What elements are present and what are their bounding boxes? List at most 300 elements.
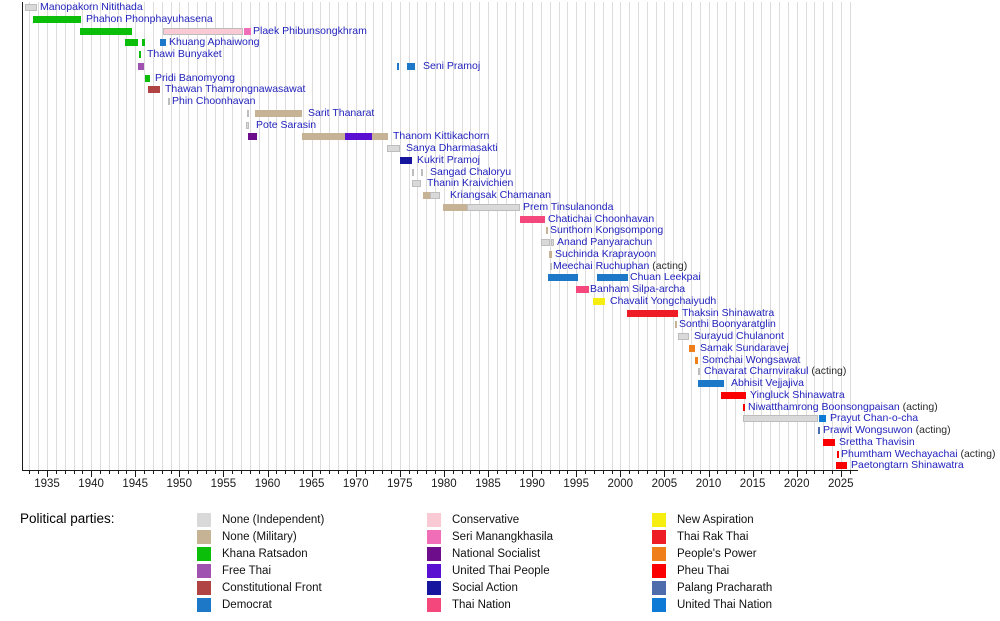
axis-tick bbox=[82, 471, 83, 474]
axis-tick bbox=[356, 471, 357, 477]
axis-tick bbox=[179, 471, 180, 477]
pm-name[interactable]: Somchai Wongsawat bbox=[702, 353, 801, 366]
axis-tick bbox=[241, 471, 242, 474]
axis-tick bbox=[118, 471, 119, 474]
term-bar bbox=[421, 169, 423, 176]
axis-tick-label: 1955 bbox=[210, 478, 237, 490]
axis-tick bbox=[259, 471, 260, 474]
pm-name[interactable]: Yingluck Shinawatra bbox=[750, 388, 845, 401]
axis-tick bbox=[823, 471, 824, 474]
pm-name-label[interactable] bbox=[423, 61, 480, 72]
pm-name[interactable]: Samak Sundaravej bbox=[700, 341, 789, 354]
term-bar bbox=[125, 39, 138, 46]
pm-name[interactable]: Sangad Chaloryu bbox=[430, 165, 512, 178]
axis-tick bbox=[497, 471, 498, 474]
legend-swatch-conservative bbox=[427, 513, 441, 527]
axis-tick bbox=[682, 471, 683, 474]
axis-tick-label: 1995 bbox=[563, 478, 589, 490]
pm-name[interactable]: Thaksin Shinawatra bbox=[682, 306, 775, 319]
year-gridline bbox=[462, 2, 463, 470]
year-gridline bbox=[303, 2, 304, 470]
axis-tick bbox=[29, 471, 30, 474]
term-bar bbox=[597, 274, 628, 281]
pm-name-label[interactable] bbox=[702, 355, 800, 366]
term-bar bbox=[743, 415, 818, 422]
axis-tick bbox=[285, 471, 286, 474]
pm-name-label[interactable] bbox=[427, 178, 513, 189]
year-gridline bbox=[268, 2, 269, 470]
axis-tick bbox=[541, 471, 542, 474]
pm-name-label[interactable] bbox=[555, 249, 656, 260]
legend-label-thai_rak_thai: Thai Rak Thai bbox=[677, 531, 749, 543]
axis-tick bbox=[850, 471, 851, 474]
pm-name-label[interactable] bbox=[256, 120, 316, 131]
pm-name-label[interactable] bbox=[169, 37, 260, 48]
year-gridline bbox=[47, 2, 48, 470]
year-gridline bbox=[700, 2, 701, 470]
legend-swatch-people_power bbox=[652, 547, 666, 561]
pm-name[interactable]: Sanya Dharmasakti bbox=[406, 142, 498, 154]
year-gridline bbox=[735, 2, 736, 470]
pm-name-label[interactable] bbox=[823, 425, 951, 436]
axis-tick bbox=[426, 471, 427, 474]
pm-name[interactable]: Chavarat Charnvirakul bbox=[704, 365, 809, 378]
axis-tick bbox=[585, 471, 586, 474]
axis-tick bbox=[65, 471, 66, 474]
legend-swatch-social_action bbox=[427, 581, 441, 595]
year-gridline bbox=[29, 2, 30, 470]
legend-swatch-united_thai_nation bbox=[652, 598, 666, 612]
axis-tick bbox=[109, 471, 110, 474]
pm-name[interactable]: Phahon Phonphayuhasena bbox=[86, 12, 213, 25]
term-bar bbox=[145, 75, 150, 82]
term-bar bbox=[743, 404, 745, 411]
axis-tick-label: 1990 bbox=[519, 478, 545, 490]
axis-tick-label: 1950 bbox=[166, 478, 193, 490]
pm-name[interactable]: Niwatthamrong Boonsongpaisan bbox=[748, 400, 900, 413]
term-bar bbox=[148, 86, 160, 93]
pm-name[interactable]: Prawit Wongsuwon bbox=[823, 424, 913, 436]
acting-suffix: (acting) bbox=[912, 424, 951, 436]
year-gridline bbox=[426, 2, 427, 470]
axis-tick-label: 2000 bbox=[607, 478, 634, 490]
year-gridline bbox=[276, 2, 277, 470]
y-axis-line bbox=[22, 2, 23, 471]
pm-name[interactable]: Sunthorn Kongsompong bbox=[550, 224, 664, 237]
pm-name[interactable]: Chuan Leekpai bbox=[630, 271, 701, 284]
term-bar bbox=[248, 133, 257, 140]
legend-swatch-thai_rak_thai bbox=[652, 530, 666, 544]
pm-name-label[interactable] bbox=[557, 237, 652, 248]
axis-tick bbox=[523, 471, 524, 474]
pm-name[interactable]: Banham Silpa-archa bbox=[590, 283, 686, 295]
year-gridline bbox=[329, 2, 330, 470]
axis-tick bbox=[329, 471, 330, 474]
legend-label-palang_pracharath: Palang Pracharath bbox=[677, 582, 773, 594]
year-gridline bbox=[100, 2, 101, 470]
axis-tick bbox=[673, 471, 674, 474]
year-gridline bbox=[417, 2, 418, 470]
pm-name[interactable]: Manopakorn Nitithada bbox=[40, 1, 143, 13]
pm-name-label[interactable] bbox=[750, 390, 845, 401]
pm-name[interactable]: Pote Sarasin bbox=[256, 118, 317, 131]
term-bar bbox=[247, 110, 249, 117]
pm-name-label[interactable] bbox=[748, 402, 938, 413]
axis-tick bbox=[347, 471, 348, 474]
pm-name-label[interactable] bbox=[172, 96, 255, 107]
axis-tick-label: 1970 bbox=[342, 478, 369, 490]
pm-name-label[interactable] bbox=[553, 261, 687, 272]
axis-tick bbox=[391, 471, 392, 474]
legend-label-united_thai_nation: United Thai Nation bbox=[677, 599, 773, 611]
legend-label-new_aspiration: New Aspiration bbox=[677, 514, 754, 526]
pm-name[interactable]: Abhisit Vejjajiva bbox=[731, 377, 804, 389]
term-bar bbox=[423, 192, 430, 199]
term-bar bbox=[138, 63, 144, 70]
acting-suffix: (acting) bbox=[957, 447, 996, 460]
term-bar bbox=[142, 39, 145, 46]
axis-tick bbox=[171, 471, 172, 474]
pm-name-label[interactable] bbox=[548, 214, 654, 225]
axis-tick bbox=[338, 471, 339, 474]
year-gridline bbox=[109, 2, 110, 470]
acting-suffix: (acting) bbox=[899, 400, 938, 413]
pm-name[interactable]: Thanom Kittikachorn bbox=[393, 130, 490, 143]
term-bar bbox=[430, 192, 440, 199]
term-bar bbox=[593, 298, 605, 305]
year-gridline bbox=[391, 2, 392, 470]
term-bar bbox=[550, 263, 552, 270]
year-gridline bbox=[126, 2, 127, 470]
axis-tick-label: 1945 bbox=[122, 478, 148, 490]
term-bar bbox=[675, 321, 677, 328]
axis-tick bbox=[232, 471, 233, 474]
term-bar bbox=[302, 133, 345, 140]
axis-tick bbox=[206, 471, 207, 474]
axis-tick bbox=[250, 471, 251, 474]
pm-name[interactable]: Pridi Banomyong bbox=[155, 71, 235, 84]
year-gridline bbox=[726, 2, 727, 470]
legend-title: Political parties: bbox=[20, 511, 115, 526]
year-gridline bbox=[470, 2, 471, 470]
axis-tick bbox=[691, 471, 692, 474]
term-bar bbox=[255, 110, 302, 117]
legend-swatch-new_aspiration bbox=[652, 513, 666, 527]
axis-tick bbox=[664, 471, 665, 477]
axis-tick bbox=[814, 471, 815, 474]
pm-name[interactable]: Sonthi Boonyaratglin bbox=[679, 318, 776, 331]
term-bar bbox=[25, 4, 37, 11]
legend-swatch-pheu_thai bbox=[652, 564, 666, 578]
axis-tick bbox=[629, 471, 630, 474]
term-bar bbox=[443, 204, 467, 211]
axis-tick bbox=[312, 471, 313, 477]
year-gridline bbox=[356, 2, 357, 470]
axis-tick-label: 1985 bbox=[475, 478, 501, 490]
pm-name-label[interactable] bbox=[682, 308, 774, 319]
axis-tick bbox=[603, 471, 604, 474]
axis-tick bbox=[462, 471, 463, 474]
pm-name-label[interactable] bbox=[630, 272, 701, 283]
pm-name-label[interactable] bbox=[694, 331, 784, 342]
axis-tick bbox=[453, 471, 454, 474]
pm-name[interactable]: Suchinda Kraprayoon bbox=[555, 247, 656, 260]
term-bar bbox=[818, 427, 820, 434]
year-gridline bbox=[347, 2, 348, 470]
axis-tick bbox=[488, 471, 489, 477]
pm-name-label[interactable] bbox=[393, 131, 489, 142]
year-gridline bbox=[250, 2, 251, 470]
axis-tick bbox=[470, 471, 471, 474]
term-bar bbox=[163, 28, 243, 35]
year-gridline bbox=[515, 2, 516, 470]
axis-tick bbox=[761, 471, 762, 474]
term-bar bbox=[168, 98, 170, 105]
term-bar bbox=[678, 333, 689, 340]
term-bar bbox=[80, 28, 132, 35]
axis-tick bbox=[770, 471, 771, 474]
term-bar bbox=[244, 28, 251, 35]
axis-tick bbox=[373, 471, 374, 474]
pm-name-label[interactable] bbox=[550, 225, 663, 236]
axis-tick bbox=[744, 471, 745, 474]
axis-tick bbox=[709, 471, 710, 477]
term-bar bbox=[576, 286, 589, 293]
axis-tick bbox=[479, 471, 480, 474]
axis-tick bbox=[506, 471, 507, 474]
axis-tick bbox=[320, 471, 321, 474]
pm-name-label[interactable] bbox=[155, 73, 235, 84]
term-bar bbox=[689, 345, 695, 352]
axis-tick bbox=[365, 471, 366, 474]
pm-name[interactable]: Chatichai Choonhavan bbox=[548, 212, 655, 225]
term-bar bbox=[412, 180, 421, 187]
pm-name[interactable]: Chavalit Yongchaiyudh bbox=[610, 294, 717, 307]
pm-name[interactable]: Phumtham Wechayachai bbox=[841, 447, 958, 460]
term-bar bbox=[345, 133, 372, 140]
axis-tick bbox=[38, 471, 39, 474]
term-bar bbox=[407, 63, 415, 70]
pm-name[interactable]: Seni Pramoj bbox=[423, 59, 481, 72]
pm-name-label[interactable] bbox=[308, 108, 374, 119]
pm-name-label[interactable] bbox=[86, 14, 213, 25]
pm-name[interactable]: Plaek Phibunsongkhram bbox=[253, 24, 367, 37]
pm-name[interactable]: Phin Choonhavan bbox=[172, 95, 256, 107]
legend-swatch-democrat bbox=[197, 598, 211, 612]
year-gridline bbox=[691, 2, 692, 470]
year-gridline bbox=[320, 2, 321, 470]
axis-tick bbox=[276, 471, 277, 474]
axis-tick bbox=[197, 471, 198, 474]
year-gridline bbox=[523, 2, 524, 470]
axis-tick bbox=[717, 471, 718, 474]
term-bar bbox=[627, 310, 678, 317]
term-bar bbox=[836, 462, 847, 469]
axis-tick-label: 1980 bbox=[431, 478, 457, 490]
axis-tick bbox=[832, 471, 833, 474]
pm-name-label[interactable] bbox=[590, 284, 685, 295]
axis-tick bbox=[788, 471, 789, 474]
legend-label-social_action: Social Action bbox=[452, 582, 518, 594]
axis-tick-label: 2020 bbox=[783, 478, 810, 490]
pm-name[interactable]: Prem Tinsulanonda bbox=[523, 200, 614, 213]
pm-name-label[interactable] bbox=[165, 84, 305, 95]
axis-tick bbox=[144, 471, 145, 474]
axis-tick bbox=[612, 471, 613, 474]
term-bar bbox=[387, 145, 400, 152]
pm-name[interactable]: Srettha Thavisin bbox=[839, 435, 915, 448]
pm-name-label[interactable] bbox=[253, 26, 367, 37]
year-gridline bbox=[373, 2, 374, 470]
year-gridline bbox=[453, 2, 454, 470]
year-gridline bbox=[744, 2, 745, 470]
pm-name-label[interactable] bbox=[417, 155, 480, 166]
axis-tick bbox=[188, 471, 189, 474]
year-gridline bbox=[312, 2, 313, 470]
axis-tick bbox=[647, 471, 648, 474]
axis-tick bbox=[153, 471, 154, 474]
year-gridline bbox=[91, 2, 92, 470]
year-gridline bbox=[488, 2, 489, 470]
axis-tick bbox=[47, 471, 48, 477]
axis-tick bbox=[223, 471, 224, 477]
axis-tick bbox=[567, 471, 568, 474]
pm-name-label[interactable] bbox=[830, 413, 918, 424]
year-gridline bbox=[400, 2, 401, 470]
axis-tick bbox=[779, 471, 780, 474]
axis-tick bbox=[559, 471, 560, 474]
pm-name[interactable]: Surayud Chulanont bbox=[694, 330, 784, 342]
pm-name[interactable]: Meechai Ruchuphan bbox=[553, 259, 650, 272]
pm-name[interactable]: Thanin Kraivichien bbox=[427, 177, 514, 190]
term-bar bbox=[400, 157, 412, 164]
axis-tick bbox=[753, 471, 754, 477]
legend-label-independent: None (Independent) bbox=[222, 514, 325, 526]
legend-label-democrat: Democrat bbox=[222, 599, 272, 611]
year-gridline bbox=[56, 2, 57, 470]
year-gridline bbox=[118, 2, 119, 470]
term-bar bbox=[541, 239, 550, 246]
year-gridline bbox=[409, 2, 410, 470]
year-gridline bbox=[285, 2, 286, 470]
pm-name-label[interactable] bbox=[147, 49, 222, 60]
year-gridline bbox=[259, 2, 260, 470]
axis-tick bbox=[656, 471, 657, 474]
term-bar bbox=[721, 392, 746, 399]
pm-name-label[interactable] bbox=[430, 167, 511, 178]
axis-tick bbox=[294, 471, 295, 474]
term-bar bbox=[823, 439, 835, 446]
axis-tick bbox=[303, 471, 304, 474]
legend-label-united_thai_people: United Thai People bbox=[452, 565, 550, 577]
legend-swatch-free_thai bbox=[197, 564, 211, 578]
pm-name-label[interactable] bbox=[610, 296, 716, 307]
pm-name[interactable]: Sarit Thanarat bbox=[308, 106, 375, 119]
year-gridline bbox=[38, 2, 39, 470]
pm-name[interactable]: Khuang Aphaiwong bbox=[169, 36, 260, 49]
pm-name-label[interactable] bbox=[679, 319, 776, 330]
pm-name-label[interactable] bbox=[700, 343, 789, 354]
legend-label-khana_ratsadon: Khana Ratsadon bbox=[222, 548, 308, 560]
year-gridline bbox=[82, 2, 83, 470]
legend-swatch-constitutional_front bbox=[197, 581, 211, 595]
term-bar bbox=[520, 216, 545, 223]
year-gridline bbox=[435, 2, 436, 470]
axis-tick-label: 1965 bbox=[298, 478, 325, 490]
year-gridline bbox=[294, 2, 295, 470]
year-gridline bbox=[153, 2, 154, 470]
axis-tick bbox=[409, 471, 410, 474]
pm-name-label[interactable] bbox=[851, 460, 964, 471]
term-bar bbox=[548, 274, 578, 281]
axis-tick bbox=[620, 471, 621, 477]
axis-tick-label: 2005 bbox=[651, 478, 678, 490]
acting-suffix: (acting) bbox=[649, 259, 688, 272]
axis-tick bbox=[100, 471, 101, 474]
pm-name[interactable]: Prayut Chan-o-cha bbox=[830, 412, 919, 425]
pm-name-label[interactable] bbox=[406, 143, 498, 154]
legend-label-constitutional_front: Constitutional Front bbox=[222, 582, 322, 594]
pm-name[interactable]: Thawi Bunyaket bbox=[147, 48, 222, 60]
term-bar bbox=[698, 368, 700, 375]
axis-tick-label: 1960 bbox=[254, 478, 281, 490]
axis-tick bbox=[550, 471, 551, 474]
pm-name-label[interactable] bbox=[731, 378, 804, 389]
term-bar bbox=[139, 51, 141, 58]
pm-name-label[interactable] bbox=[450, 190, 551, 201]
legend-swatch-thai_nation bbox=[427, 598, 441, 612]
term-bar bbox=[33, 16, 81, 23]
legend-label-pheu_thai: Pheu Thai bbox=[677, 565, 730, 577]
legend-swatch-palang_pracharath bbox=[652, 581, 666, 595]
pm-name[interactable]: Paetongtarn Shinawatra bbox=[851, 459, 964, 472]
legend bbox=[0, 505, 1000, 621]
pm-name-label[interactable] bbox=[523, 202, 613, 213]
pm-name[interactable]: Kriangsak Chamanan bbox=[450, 189, 551, 201]
pm-name-label[interactable] bbox=[40, 2, 143, 13]
year-gridline bbox=[338, 2, 339, 470]
axis-tick bbox=[382, 471, 383, 474]
axis-tick bbox=[444, 471, 445, 477]
axis-tick-label: 1975 bbox=[387, 478, 413, 490]
axis-tick bbox=[515, 471, 516, 474]
pm-name-label[interactable] bbox=[704, 366, 846, 377]
axis-tick bbox=[135, 471, 136, 477]
pm-name[interactable]: Kukrit Pramoj bbox=[417, 153, 481, 166]
term-bar bbox=[546, 227, 548, 234]
axis-tick bbox=[841, 471, 842, 477]
axis-tick bbox=[126, 471, 127, 474]
year-gridline bbox=[135, 2, 136, 470]
pm-name[interactable]: Anand Panyarachun bbox=[557, 236, 653, 248]
pm-name-label[interactable] bbox=[839, 437, 915, 448]
pm-name[interactable]: Thawan Thamrongnawasawat bbox=[165, 83, 306, 96]
term-bar bbox=[551, 239, 554, 246]
legend-swatch-khana_ratsadon bbox=[197, 547, 211, 561]
year-gridline bbox=[74, 2, 75, 470]
legend-swatch-national_socialist bbox=[427, 547, 441, 561]
term-bar bbox=[412, 169, 414, 176]
legend-label-conservative: Conservative bbox=[452, 514, 520, 526]
year-gridline bbox=[532, 2, 533, 470]
legend-swatch-seri_manangkhasila bbox=[427, 530, 441, 544]
axis-tick-label: 2015 bbox=[739, 478, 766, 490]
pm-name-label[interactable] bbox=[841, 449, 995, 460]
axis-tick bbox=[417, 471, 418, 474]
year-gridline bbox=[664, 2, 665, 470]
axis-tick-label: 1940 bbox=[78, 478, 104, 490]
legend-swatch-independent bbox=[197, 513, 211, 527]
